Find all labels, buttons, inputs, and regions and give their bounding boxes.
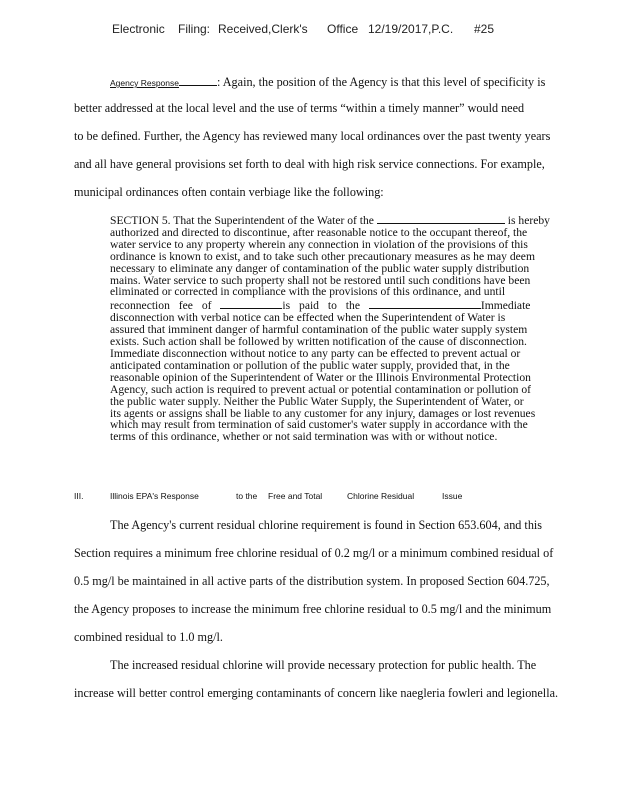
header-office: Office	[327, 22, 359, 36]
ordinance-line: mains. Water service to such property shall not be restored until such conditions have been	[110, 273, 531, 287]
para2-line-1: The increased residual chlorine will provide necessary protection for public health. The	[110, 658, 537, 672]
ordinance-line: ordinance is known to exist, and to take such other precautionary measures as he may deem	[110, 249, 535, 263]
section-numeral: III.	[74, 491, 84, 501]
ordinance-line: exists. Such action shall be followed by written notification of the cause of disconnection.	[110, 335, 527, 349]
blank-line	[369, 298, 481, 309]
ordinance-line: eliminated or corrected in compliance with the provisions of this ordinance, and until	[110, 285, 506, 299]
header-filing: Filing:	[178, 22, 211, 36]
para1-line-5: combined residual to 1.0 mg/l.	[74, 630, 223, 644]
section-heading-part: Free and Total	[268, 491, 323, 501]
ordinance-line: necessary to eliminate any danger of contamination of the public water supply distribution	[110, 261, 530, 275]
para1-line-3: 0.5 mg/l be maintained in all active parts of the distribution system. In proposed Section 604.725,	[74, 574, 550, 588]
ordinance-line: authorized and directed to discontinue, after reasonable notice to the occupant thereof, the	[110, 225, 528, 239]
ordinance-line: Immediate disconnection without notice to any party can be effected to prevent actual or	[110, 346, 521, 360]
ordinance-text: Immediate	[480, 299, 531, 313]
section-heading-part: Illinois EPA's Response	[110, 491, 199, 501]
blank-line	[377, 213, 505, 224]
label-underline	[179, 75, 217, 86]
ordinance-line: reasonable opinion of the Superintendent of Water or the Illinois Environmental Protection	[110, 370, 531, 384]
ordinance-line: its agents or assigns shall be liable to any customer for any injury, damages or lost revenues	[110, 406, 536, 420]
response-line-1: : Again, the position of the Agency is that this level of specificity is	[217, 75, 546, 89]
section-heading-part: Issue	[442, 491, 463, 501]
ordinance-line: disconnection with verbal notice can be effected when the Superintendent of Water is	[110, 311, 506, 325]
ordinance-text: is hereby	[507, 214, 550, 227]
header-received: Received,Clerk's	[218, 22, 308, 36]
response-line-3: to be defined. Further, the Agency has reviewed many local ordinances over the past twenty years	[74, 129, 551, 143]
section-heading-part: to the	[236, 491, 258, 501]
ordinance-block	[110, 213, 602, 443]
blank-line	[220, 298, 282, 309]
para1-line-1: The Agency's current residual chlorine requirement is found in Section 653.604, and this	[110, 518, 543, 532]
ordinance-line: anticipated contamination or pollution of the public water supply, provided that, in the	[110, 358, 510, 372]
header-electronic: Electronic	[112, 22, 165, 36]
para1-line-4: the Agency proposes to increase the minimum free chlorine residual to 0.5 mg/l and the minimum	[74, 602, 552, 616]
ordinance-line: assured that imminent danger of harmful contamination of the public water supply system	[110, 323, 528, 337]
header-date: 12/19/2017,P.C.	[368, 22, 454, 36]
header-number: #25	[474, 22, 495, 36]
ordinance-text: is paid to the	[282, 299, 360, 313]
section-heading-part: Chlorine Residual	[347, 491, 415, 501]
agency-response-label-wrap	[110, 73, 545, 91]
ordinance-line	[110, 213, 602, 227]
ordinance-line: water service to any property wherein any connection in violation of the provisions of this	[110, 237, 528, 251]
response-line-5: municipal ordinances often contain verbiage like the following:	[74, 185, 384, 199]
ordinance-line: which may result from termination of said customer's water supply in accordance with the	[110, 418, 528, 432]
response-line-2: better addressed at the local level and the use of terms “within a timely manner” would need	[74, 101, 525, 115]
ordinance-text: reconnection fee of	[110, 299, 212, 313]
para1-line-2: Section requires a minimum free chlorine residual of 0.2 mg/l or a minimum combined residual of	[74, 546, 554, 560]
ordinance-line: the public water supply. Neither the Public Water Supply, the Superintendent of Water, or	[110, 394, 524, 408]
ordinance-text: SECTION 5. That the Superintendent of the Water of the	[110, 214, 374, 227]
ordinance-line: Agency, such action is required to prevent actual or potential contamination or pollution of	[110, 382, 532, 396]
agency-response-label: Agency Response	[110, 78, 179, 88]
ordinance-line: terms of this ordinance, whether or not said termination was with or without notice.	[110, 430, 498, 444]
ordinance-line	[110, 298, 602, 312]
para2-line-2: increase will better control emerging contaminants of concern like naegleria fowleri and legionella.	[74, 686, 559, 700]
response-line-4: and all have general provisions set forth to deal with high risk service connections. For example,	[74, 157, 545, 171]
